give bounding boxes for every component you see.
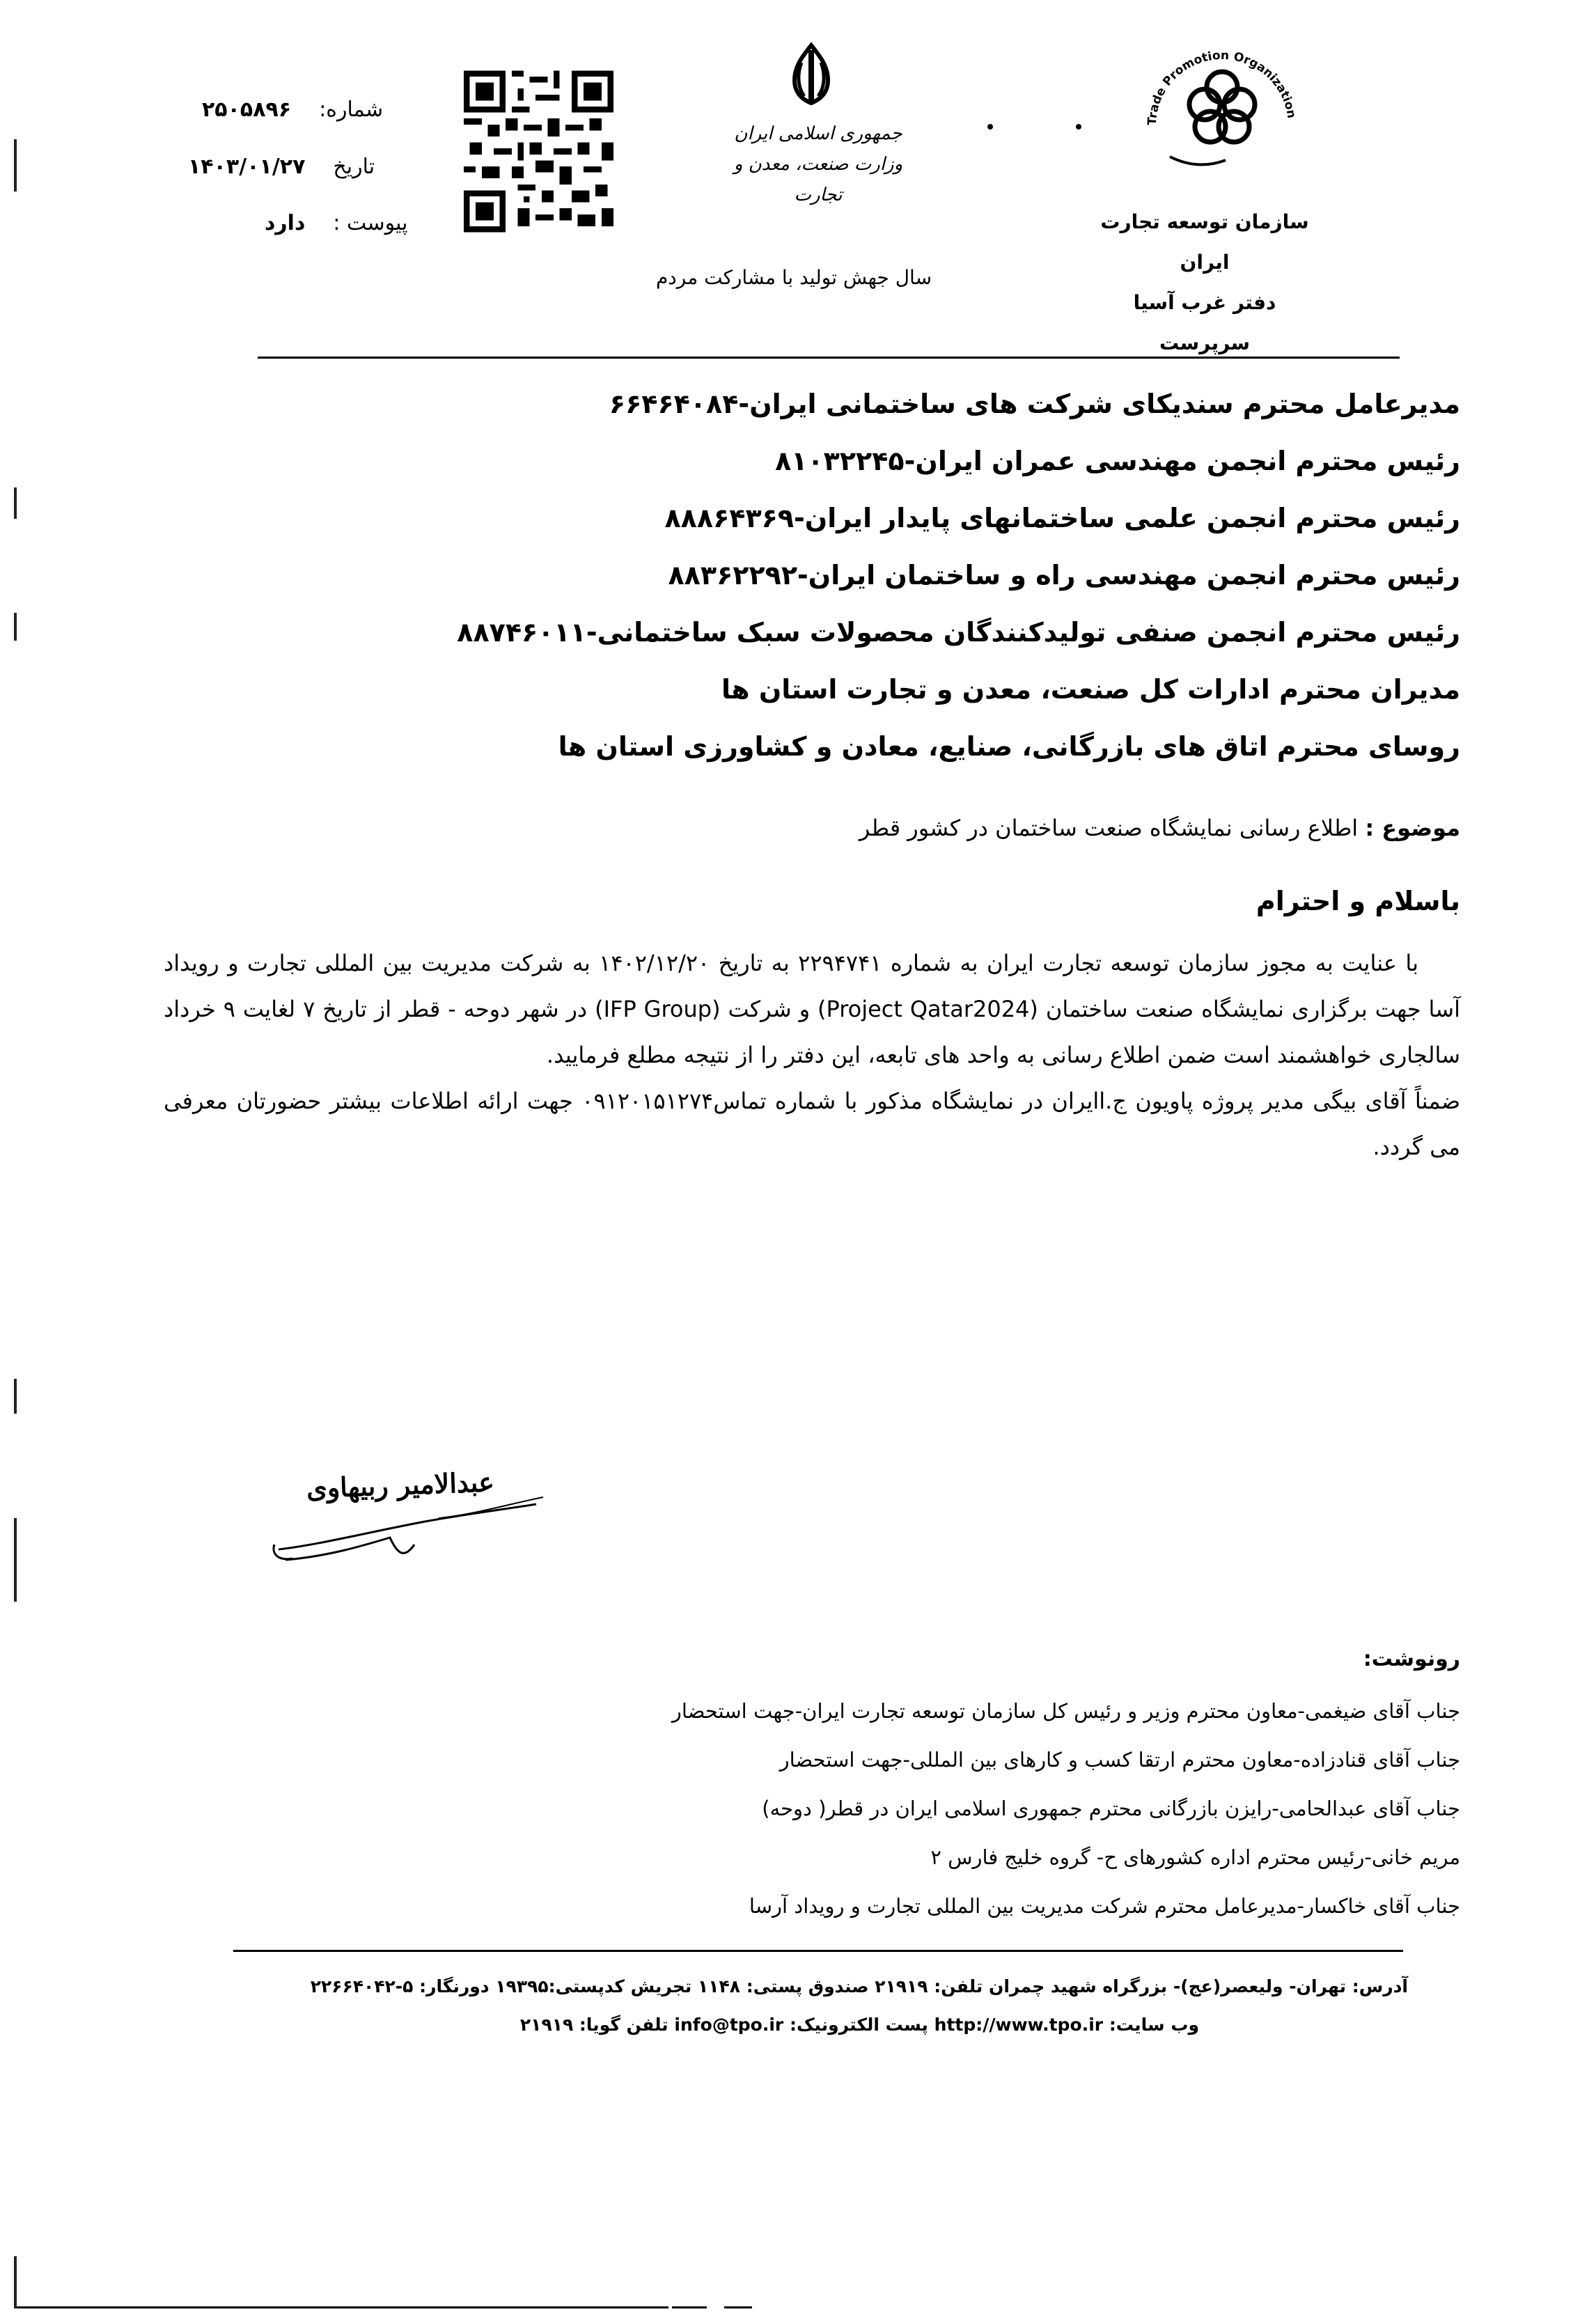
scan-mark [14,1518,17,1602]
org-position: سرپرست [1159,331,1251,354]
letter-number-row [202,97,383,122]
attachment-value: دارد [265,211,306,235]
number-value: ۲۵۰۵۸۹۶ [202,97,292,122]
subject-text: اطلاع رسانی نمایشگاه صنعت ساختمان در کشور قطر [859,815,1359,841]
scan-dot [1076,124,1081,130]
cc-item: جناب آقای عبدالحامی-رایزن بازرگانی محترم جمهوری اسلامی ایران در قطر( دوحه) [762,1797,1460,1820]
cc-item: مریم خانی-رئیس محترم اداره کشورهای ح- گروه خلیج فارس ۲ [930,1845,1460,1869]
recipient-line: رئیس محترم انجمن علمی ساختمانهای پایدار ایران-۸۸۸۶۴۳۶۹ [664,503,1460,533]
scan-mark [14,139,17,192]
scan-mark [14,487,17,519]
scan-line [672,2306,707,2308]
body-paragraph-2: ضمناً آقای بیگی مدیر پروژه پاویون ج.اایران در نمایشگاه مذکور با شماره تماس۰۹۱۲۰۱۵۱۲۷۴ جهت ارائه اطلاعات بیشتر حضورتان معرفی می گردد. [164,1088,1461,1160]
subject-label: موضوع : [1365,815,1460,841]
recipient-line: رئیس محترم انجمن مهندسی راه و ساختمان ایران-۸۸۳۶۲۲۹۲ [668,560,1460,591]
header-divider [258,357,1400,359]
ministry-line-2: وزارت صنعت، معدن و تجارت [733,154,903,205]
letter-body [164,940,1460,1170]
greeting: باسلام و احترام [1255,886,1460,916]
iran-emblem-icon [783,42,839,111]
org-name: سازمان توسعه تجارت ایران [1100,210,1309,274]
ministry-line-1: جمهوری اسلامی ایران [734,123,902,144]
qr-code [464,70,613,233]
logo-text: Trade Promotion Organization [1145,48,1299,126]
tpo-logo [1128,21,1309,188]
recipient-line: روسای محترم اتاق های بازرگانی، صنایع، معادن و کشاورزی استان ها [558,731,1460,762]
recipient-line: رئیس محترم انجمن صنفی تولیدکنندگان محصولات سبک ساختمانی-۸۸۷۴۶۰۱۱ [457,617,1460,648]
footer-address: آدرس: تهران- ولیعصر(عج)- بزرگراه شهید چمران تلفن: ۲۱۹۱۹ صندوق پستی: ۱۱۴۸ تجریش کدپستی:۱۹۳۹۵ دورنگار: ۵-۲۲۶۶۴۰۴۲ [310,1976,1408,1996]
cc-title: رونوشت: [1363,1647,1460,1671]
recipient-line: مدیرعامل محترم سندیکای شرکت های ساختمانی ایران-۶۶۴۶۴۰۸۴ [609,389,1460,419]
attachment-row [265,211,408,235]
organization-block [1072,202,1337,364]
ministry-name [714,118,923,210]
scan-mark [14,1379,17,1414]
recipient-line: مدیران محترم ادارات کل صنعت، معدن و تجارت استان ها [721,674,1460,705]
subject-line [859,815,1460,841]
recipient-line: رئیس محترم انجمن مهندسی عمران ایران-۸۱۰۳۲۲۴۵ [775,446,1460,476]
letter-date-row [188,155,375,179]
signature-name: عبدالامیر ربیهاوی [306,1466,495,1504]
handwritten-signature [265,1455,557,1574]
cc-item: جناب آقای ضیغمی-معاون محترم وزیر و رئیس کل سازمان توسعه تجارت ایران-جهت استحضار [671,1699,1460,1723]
number-label: شماره: [319,97,384,122]
cc-item: جناب آقای قنادزاده-معاون محترم ارتقا کسب و کارهای بین المللی-جهت استحضار [779,1748,1460,1772]
body-paragraph-1: با عنایت به مجوز سازمان توسعه تجارت ایران به شماره ۲۲۹۴۷۴۱ به تاریخ ۱۴۰۲/۱۲/۲۰ به شرکت مدیریت بین المللی تجارت و رویداد آسا جهت برگزاری نمایشگاه صنعت ساختمان (Project Qatar2024) و شرکت (IFP Group) در شهر دوحه - قطر از تاریخ ۷ لغایت ۹ خرداد سالجاری خواهشمند است ضمن اطلاع رسانی به واحد های تابعه، این دفتر را از نتیجه مطلع فرمایید. [164,950,1461,1068]
scan-mark [14,2256,17,2308]
date-value: ۱۴۰۳/۰۱/۲۷ [188,155,306,179]
date-label: تاریخ [333,155,375,179]
attachment-label: پیوست : [333,211,408,235]
footer-divider [233,1950,1403,1952]
org-office: دفتر غرب آسیا [1133,291,1276,314]
scan-line [14,2306,668,2308]
scan-line [724,2306,752,2308]
scan-dot [987,124,993,130]
scan-mark [14,613,17,641]
cc-item: جناب آقای خاکسار-مدیرعامل محترم شرکت مدیریت بین المللی تجارت و رویداد آرسا [749,1894,1460,1918]
footer-contact: وب سایت: http://www.tpo.ir پست الکترونیک: info@tpo.ir تلفن گویا: ۲۱۹۱۹ [519,2015,1199,2035]
year-slogan: سال جهش تولید با مشارکت مردم [655,266,932,289]
